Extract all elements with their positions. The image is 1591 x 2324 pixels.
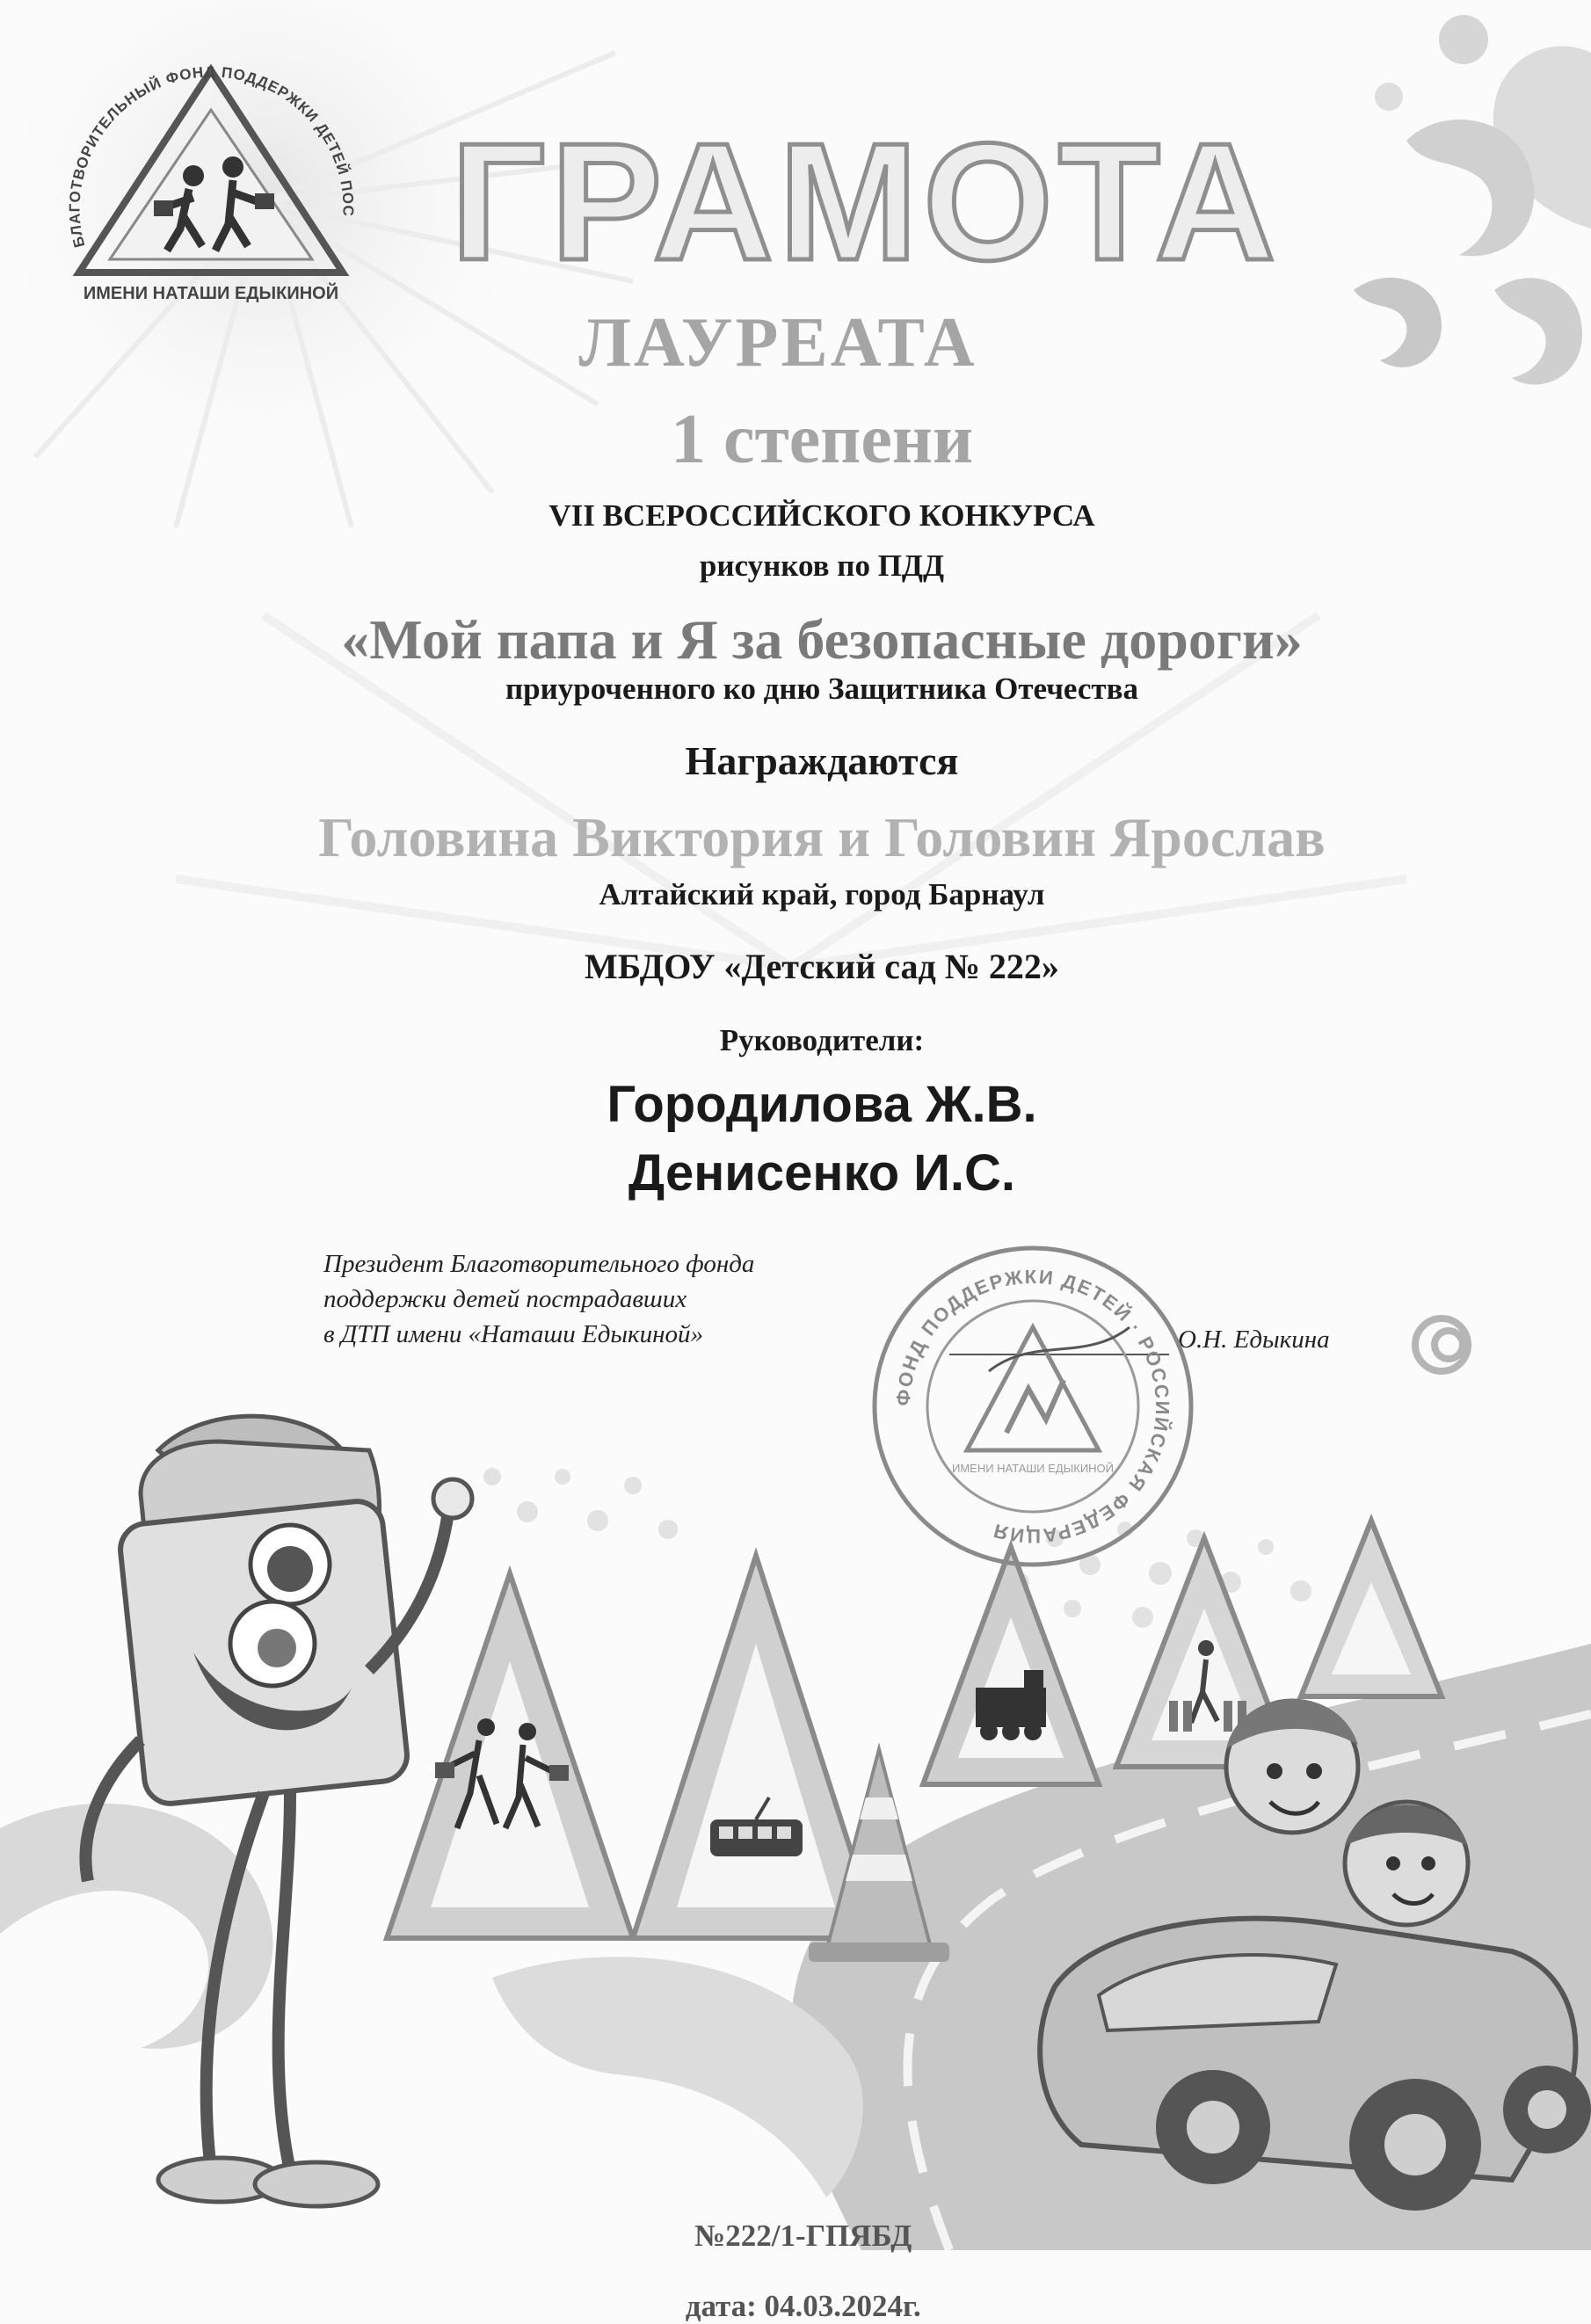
road-sign-partial [1301,1521,1442,1696]
certificate-subtitle: ЛАУРЕАТА [578,304,977,381]
supervisor-name: Денисенко И.С. [628,1144,1016,1202]
signature-position [323,1246,886,1352]
official-stamp [857,1231,1209,1582]
award-winners: Головина Виктория и Головин Ярослав [318,806,1326,868]
contest-name: «Мой папа и Я за безопасные дороги» [341,608,1303,671]
svg-text:ФОНД ПОДДЕРЖКИ ДЕТЕЙ · РОССИЙС: ФОНД ПОДДЕРЖКИ ДЕТЕЙ · РОССИЙСКАЯ ФЕДЕРАЦИЯ [891,1265,1174,1548]
signature-position-line: Президент Благотворительного фонда [323,1250,755,1278]
document-date: дата: 04.03.2024г. [685,2289,921,2323]
award-institution: МБДОУ «Детский сад № 222» [585,947,1059,986]
supervisor-name: Городилова Ж.В. [607,1076,1037,1133]
award-location: Алтайский край, город Барнаул [599,877,1045,911]
document-footer [0,2183,1591,2324]
supervisors-label: Руководители: [719,1023,925,1057]
svg-text:БЛАГОТВОРИТЕЛЬНЫЙ ФОНД ПОДДЕРЖ: БЛАГОТВОРИТЕЛЬНЫЙ ФОНД ПОДДЕРЖКИ ДЕТЕЙ ПОС [66,63,357,250]
signature-position-line: поддержки детей пострадавших [323,1285,687,1313]
contest-line-1: VII ВСЕРОССИЙСКОГО КОНКУРСА [548,498,1095,533]
certificate-degree: 1 степени [670,401,974,478]
contest-line-2: рисунков по ПДД [699,548,945,583]
road-sign-train [923,1547,1099,1784]
document-number: №222/1-ГПЯБД [694,2219,912,2253]
signature-position-line: в ДТП имени «Наташи Едыкиной» [323,1320,703,1348]
certificate-title: ГРАМОТА [450,109,1282,295]
signature-name: О.Н. Едыкина [1178,1325,1330,1354]
contest-dedication: приуроченного ко дню Защитника Отечества [505,672,1139,706]
svg-text:ИМЕНИ НАТАШИ ЕДЫКИНОЙ: ИМЕНИ НАТАШИ ЕДЫКИНОЙ [83,284,339,303]
svg-text:ИМЕНИ НАТАШИ ЕДЫКИНОЙ: ИМЕНИ НАТАШИ ЕДЫКИНОЙ [951,1462,1115,1475]
road-sign-tram [633,1556,879,1938]
road-sign-children [387,1573,633,1938]
award-label: Награждаются [685,738,959,783]
